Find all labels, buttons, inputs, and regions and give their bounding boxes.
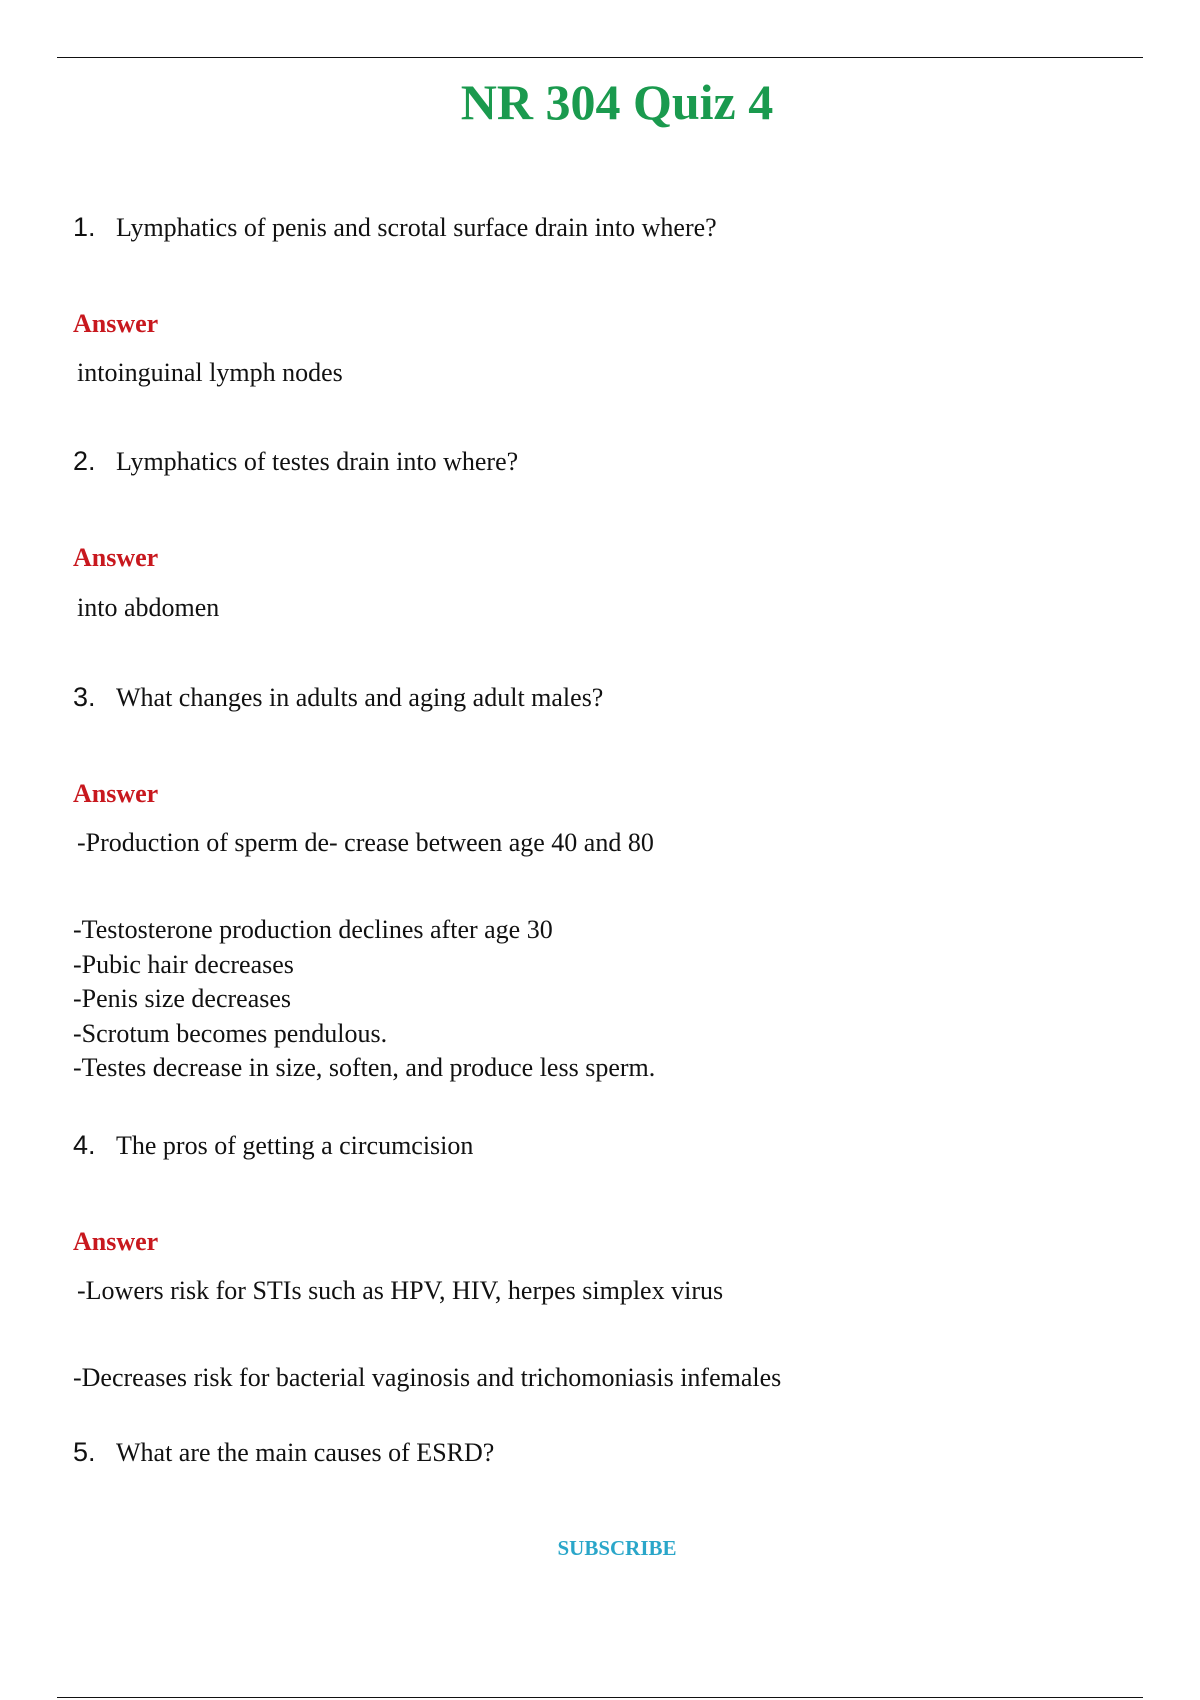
answer-2-text: into abdomen [77,593,220,622]
answer-3-line: -Penis size decreases [73,984,292,1013]
bottom-divider [57,1697,1143,1698]
answer-3-line: -Scrotum becomes pendulous. [73,1018,388,1048]
subscribe-link[interactable]: SUBSCRIBE [557,1536,677,1560]
question-5-text: What are the main causes of ESRD? [116,1438,495,1467]
question-4-number: 4. [73,1130,96,1160]
answer-3-line: -Testosterone production declines after age 30 [73,915,553,944]
answer-3-text: -Production of sperm de- crease between age 40 and 80 [77,828,654,857]
question-1-number: 1. [73,212,96,242]
question-2-text: Lymphatics of testes drain into where? [116,447,519,476]
question-4-text: The pros of getting a circumcision [116,1131,474,1160]
question-3-text: What changes in adults and aging adult males? [116,683,604,712]
question-2-number: 2. [73,446,96,476]
answer-4-line: -Decreases risk for bacterial vaginosis and trichomoniasis infemales [73,1363,782,1392]
question-3-number: 3. [73,682,96,712]
top-divider [57,57,1143,58]
question-5-number: 5. [73,1437,96,1467]
answer-3-list [73,913,655,1086]
answer-4-label: Answer [73,1227,159,1256]
answer-4-text: -Lowers risk for STIs such as HPV, HIV, herpes simplex virus [77,1276,724,1305]
question-1-text: Lymphatics of penis and scrotal surface drain into where? [116,213,717,242]
answer-3-line: -Testes decrease in size, soften, and produce less sperm. [73,1053,656,1082]
answer-3-label: Answer [73,779,159,808]
answer-2-label: Answer [73,543,159,572]
page-title: NR 304 Quiz 4 [460,74,774,130]
answer-1-text: intoinguinal lymph nodes [77,358,343,387]
answer-3-line: -Pubic hair decreases [73,949,294,979]
answer-1-label: Answer [73,309,159,338]
